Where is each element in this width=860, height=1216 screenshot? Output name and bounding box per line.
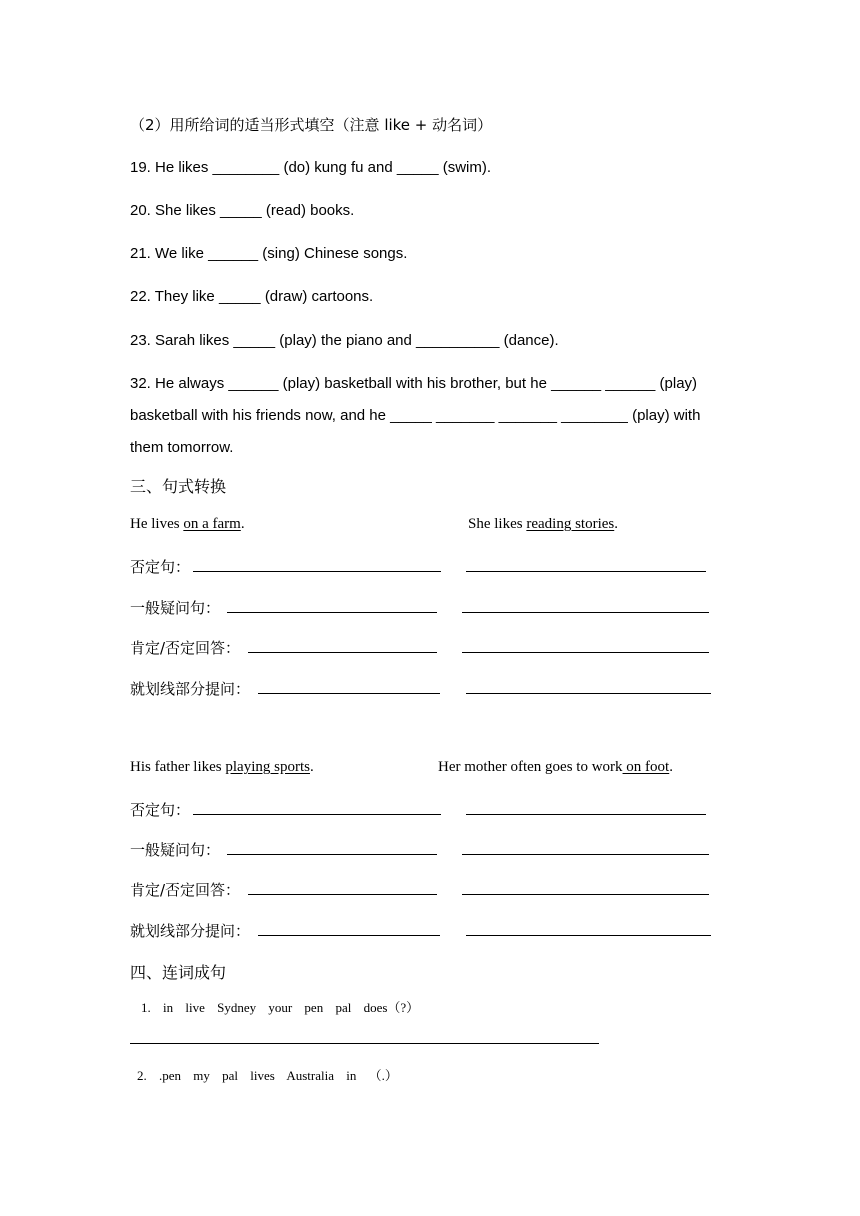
section-heading-3: 三、句式转换 [130,477,227,496]
answer-line[interactable] [462,612,709,613]
answer-line[interactable] [462,652,709,653]
answer-line[interactable] [193,814,441,815]
answer-line[interactable] [466,935,711,936]
label-general-question: 一般疑问句： [130,599,221,617]
question-22: 22. They like _____ (draw) cartoons. [130,288,374,305]
scrambled-item-2: 2. .pen my pal lives Australia in （.） [137,1068,398,1083]
answer-line[interactable] [466,571,706,572]
sentence-1: He lives on a farm. [130,516,245,532]
answer-line[interactable] [130,1043,599,1044]
label-general-question: 一般疑问句： [130,841,221,859]
answer-line[interactable] [193,571,441,572]
label-negative: 否定句： [130,801,191,819]
question-32-line3: them tomorrow. [130,439,234,456]
sentence-3: His father likes playing sports. [130,759,314,775]
answer-line[interactable] [462,894,709,895]
question-32-line2: basketball with his friends now, and he _____ _______ _______ ________ (play) with [130,407,701,424]
answer-line[interactable] [466,814,706,815]
answer-line[interactable] [466,693,711,694]
question-19: 19. He likes ________ (do) kung fu and _____ (swim). [130,159,492,176]
scrambled-item-1: 1. in live Sydney your pen pal does（?） [141,1000,420,1015]
question-21: 21. We like ______ (sing) Chinese songs. [130,245,408,262]
answer-line[interactable] [258,935,440,936]
label-answers: 肯定/否定回答： [130,639,241,657]
sentence-4: Her mother often goes to work on foot. [438,759,673,775]
answer-line[interactable] [227,612,437,613]
answer-line[interactable] [258,693,440,694]
sentence-2: She likes reading stories. [468,516,618,532]
question-20: 20. She likes _____ (read) books. [130,202,355,219]
label-answers: 肯定/否定回答： [130,881,241,899]
answer-line[interactable] [248,652,437,653]
instruction: （2）用所给词的适当形式填空（注意 like + 动名词） [130,116,493,134]
label-special-question: 就划线部分提问： [130,680,251,698]
section-heading-4: 四、连词成句 [130,963,227,982]
question-32-line1: 32. He always ______ (play) basketball with his brother, but he ______ ______ (play) [130,375,698,392]
label-special-question: 就划线部分提问： [130,922,251,940]
answer-line[interactable] [227,854,437,855]
label-negative: 否定句： [130,558,191,576]
question-23: 23. Sarah likes _____ (play) the piano and __________ (dance). [130,332,559,349]
answer-line[interactable] [248,894,437,895]
answer-line[interactable] [462,854,709,855]
